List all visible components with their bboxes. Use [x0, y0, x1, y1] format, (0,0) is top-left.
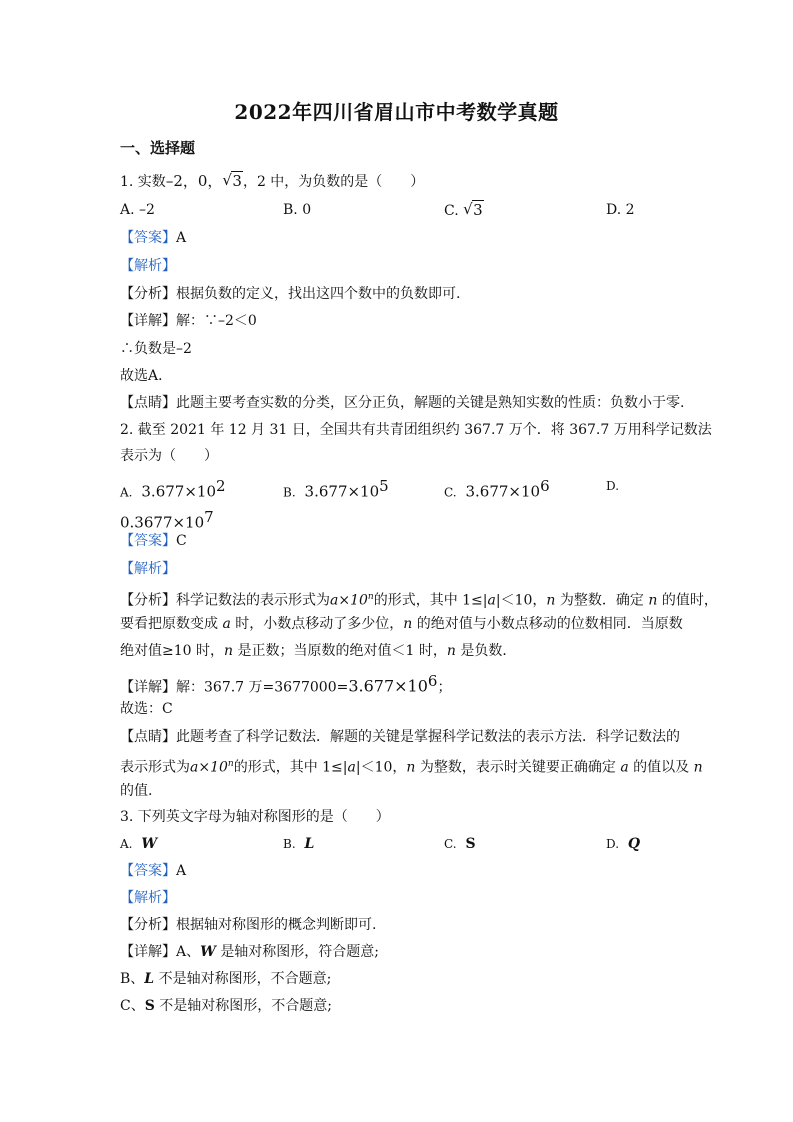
q2-analysis-line2: 要看把原数变成 a 时，小数点移动了多少位，n 的绝对值与小数点移动的位数相同．当原数 — [120, 616, 683, 632]
sqrt-symbol: √ 3 — [222, 171, 242, 190]
q2-option-d: $0.3677\times 10^7$ — [120, 508, 214, 532]
q1-option-d: D. 2 — [606, 202, 635, 218]
q3-option-b: B. L — [283, 836, 315, 852]
q1-detail: 【详解】解：∵–2＜0 — [120, 313, 257, 329]
q3-detail-b: B、L 不是轴对称图形，不合题意; — [120, 971, 332, 987]
q2-option-c: C. $3.677\times 10^6$ — [444, 477, 550, 501]
q1-choose: 故选A． — [120, 368, 173, 384]
page-title: 2022年四川省眉山市中考数学真题 — [234, 100, 559, 124]
q1-jiexi-tag: 【解析】 — [120, 258, 176, 274]
q2-analysis-line3: 绝对值≥10 时，n 是正数；当原数的绝对值＜1 时，n 是负数． — [120, 643, 517, 659]
q3-option-d: D. Q — [606, 836, 641, 852]
q2-stem-line2: 表示为（ ） — [120, 448, 218, 464]
q2-option-a: A. $3.677\times 10^2$ — [120, 477, 226, 501]
q1-option-c: C. √ 3 — [444, 200, 483, 219]
q2-choose: 故选：C — [120, 701, 173, 717]
q3-option-a: A. W — [120, 836, 158, 852]
q2-answer: 【答案】C — [120, 533, 187, 549]
q1-comment: 【点睛】此题主要考查实数的分类，区分正负，解题的关键是熟知实数的性质：负数小于零. — [120, 395, 685, 411]
q2-detail: 【详解】解：367.7 万$=3677000=3.677\times 10^6$； — [120, 672, 452, 696]
q2-comment-line3: 的值. — [120, 783, 153, 799]
q3-detail: 【详解】A、W 是轴对称图形，符合题意; — [120, 944, 380, 960]
q3-detail-c: C、S 不是轴对称图形，不合题意; — [120, 998, 333, 1014]
q2-stem-line1: 2. 截至 2021 年 12 月 31 日，全国共有共青团组织约 367.7 万个．将 367.7 万用科学记数法 — [120, 422, 712, 438]
q3-option-c: C. S — [444, 836, 476, 852]
q3-answer: 【答案】A — [120, 863, 187, 879]
q2-comment-line2: 表示形式为$a\times 10^n$的形式，其中 1≤|a|＜10，n 为整数，表示时关键要正确确定 a 的值以及 n — [120, 759, 703, 776]
q1-option-b: B. 0 — [283, 202, 312, 218]
section-heading: 一、选择题 — [120, 139, 196, 157]
q2-option-d-label: D. — [606, 479, 620, 493]
q2-comment-line1: 【点睛】此题考查了科学记数法．解题的关键是掌握科学记数法的表示方法．科学记数法的 — [120, 729, 680, 745]
q1-therefore: ∴负数是–2 — [120, 341, 192, 357]
q2-option-b: B. $3.677\times 10^5$ — [283, 477, 389, 501]
q1-option-a: A. –2 — [120, 202, 155, 218]
q2-jiexi-tag: 【解析】 — [120, 561, 176, 577]
q3-analysis: 【分析】根据轴对称图形的概念判断即可. — [120, 917, 377, 933]
q3-stem: 3. 下列英文字母为轴对称图形的是（ ） — [120, 809, 390, 825]
q1-answer: 【答案】A — [120, 230, 187, 246]
q2-analysis-line1: 【分析】科学记数法的表示形式为$a\times 10^n$的形式，其中 1≤|a|＜10，n 为整数．确定 n 的值时， — [120, 592, 718, 609]
q1-stem: 1. 实数–2，0， √ 3，2 中，为负数的是（ ） — [120, 171, 425, 190]
q1-analysis: 【分析】根据负数的定义，找出这四个数中的负数即可. — [120, 286, 461, 302]
sqrt-symbol: √ 3 — [463, 200, 483, 219]
q3-jiexi-tag: 【解析】 — [120, 890, 176, 906]
